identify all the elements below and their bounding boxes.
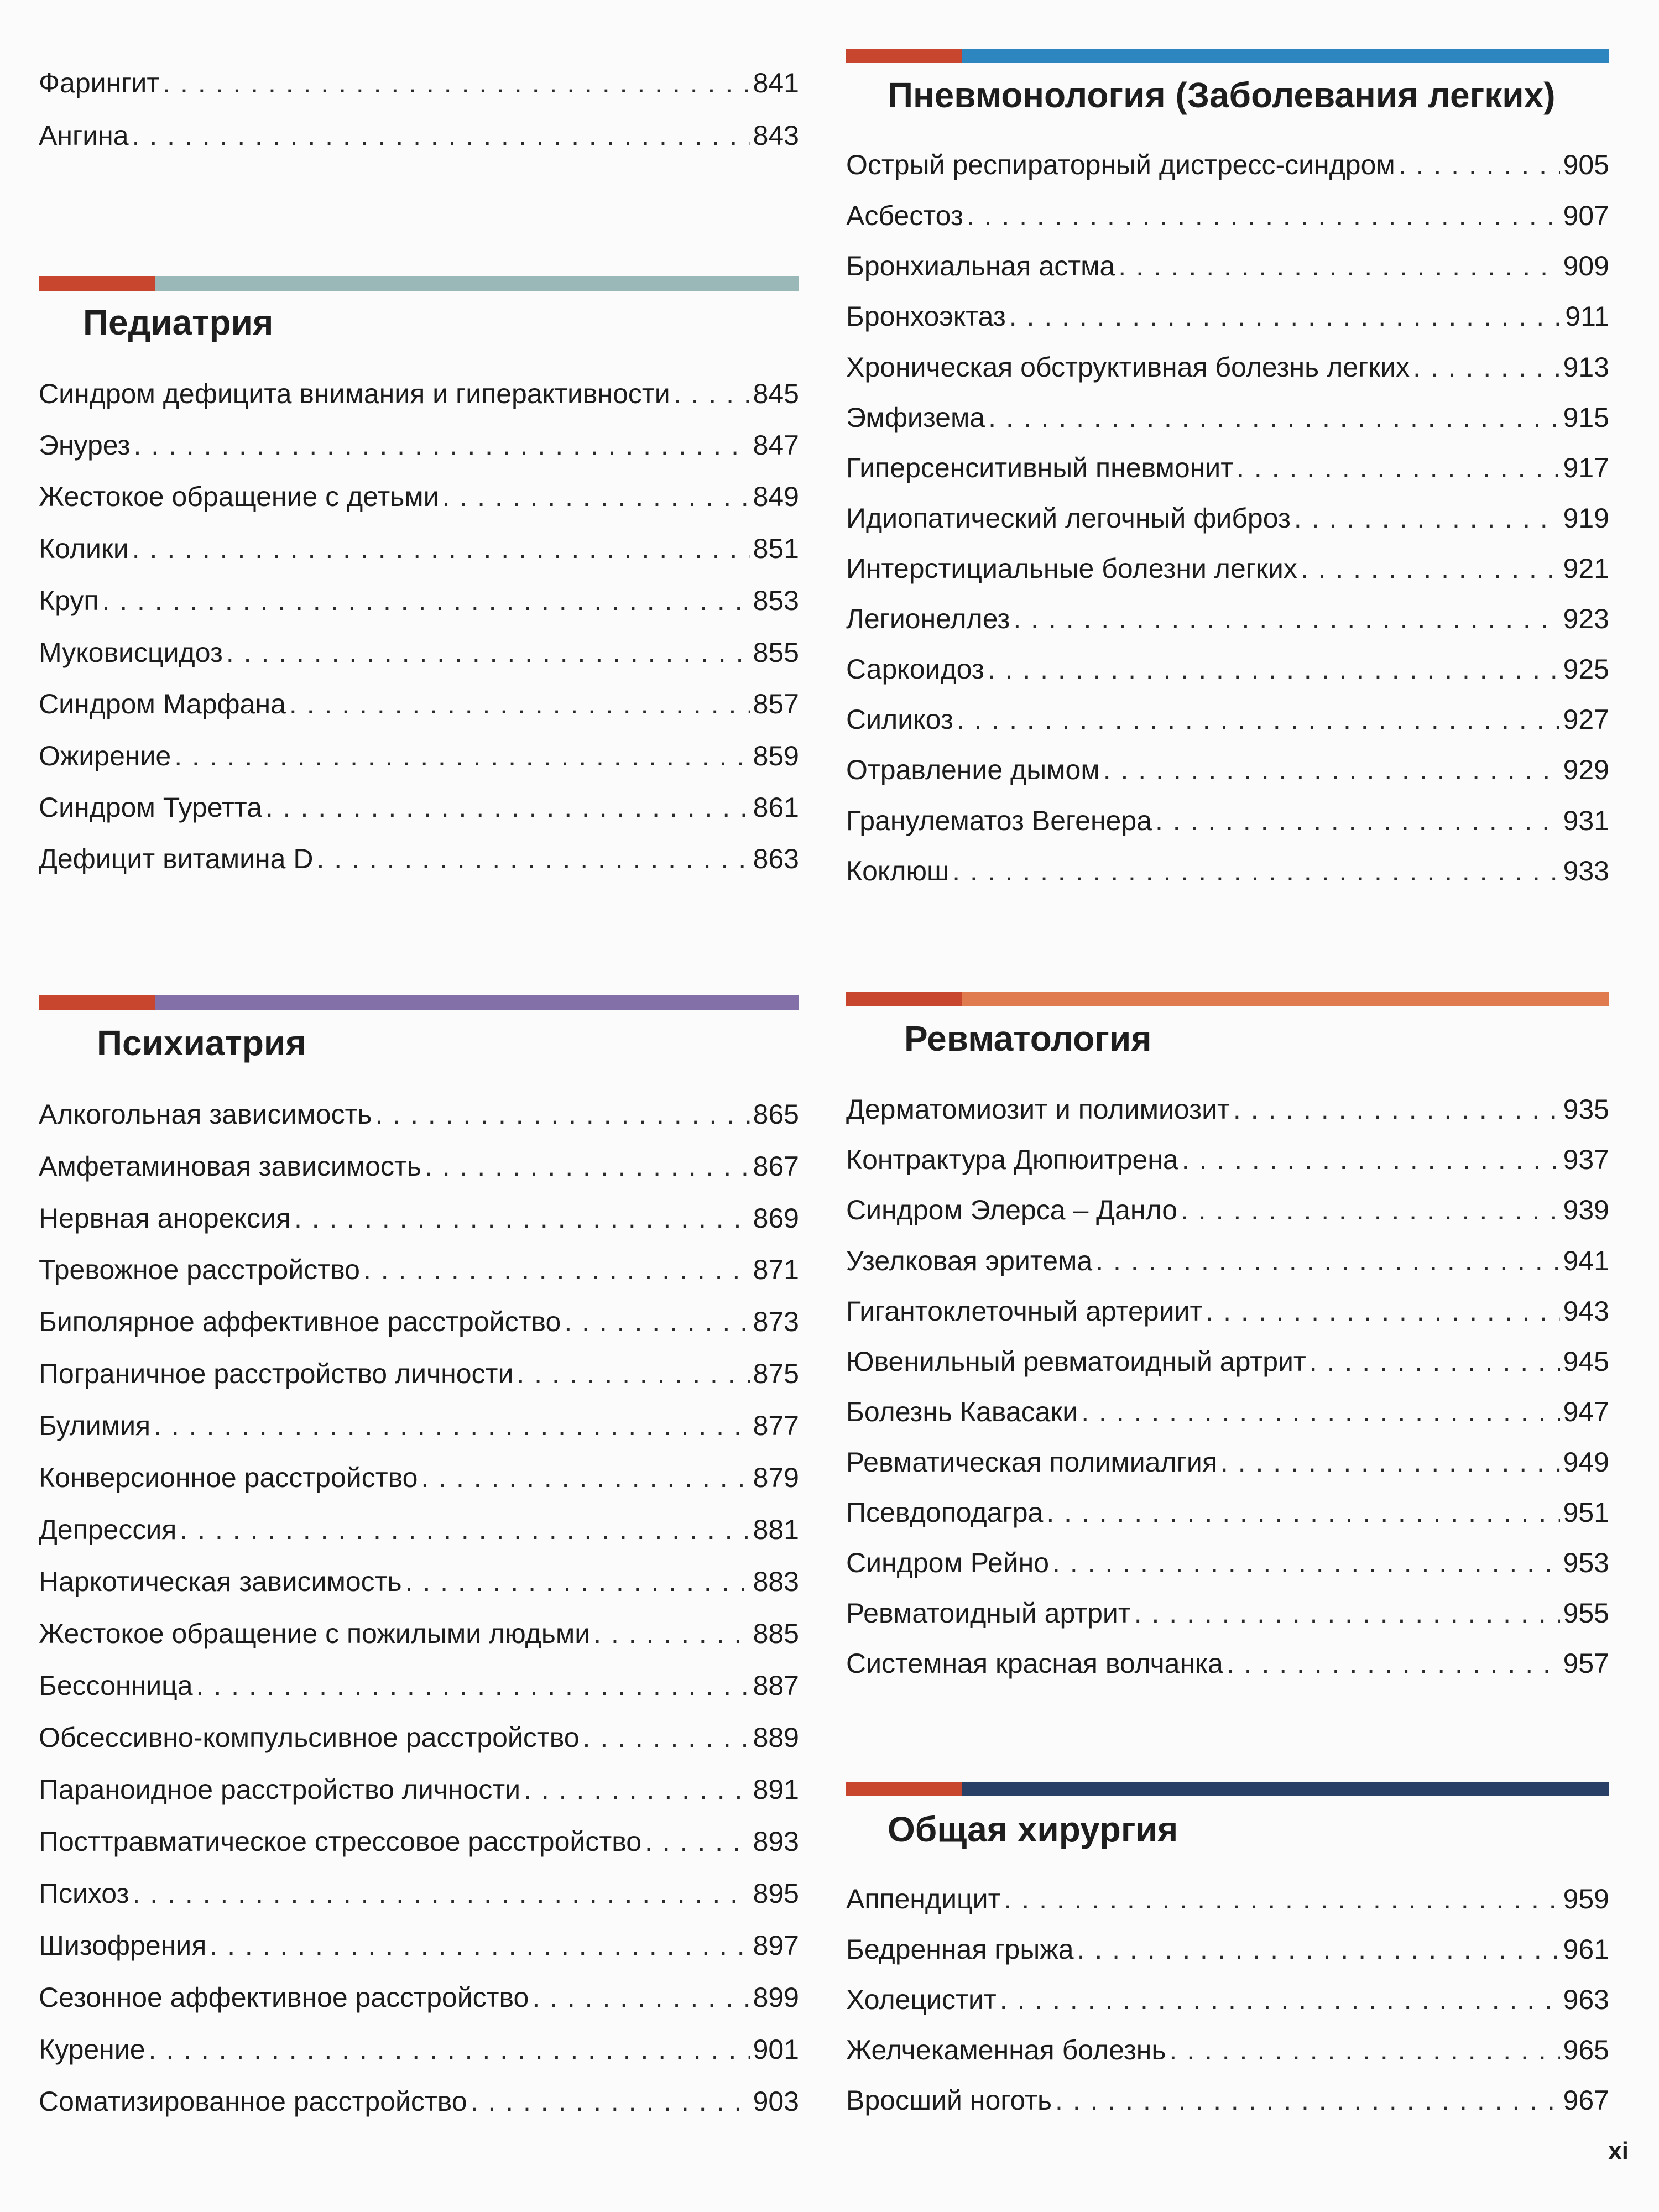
section-heading: Психиатрия [97,1023,306,1063]
toc-entry[interactable] [846,854,1609,888]
toc-entry[interactable] [846,703,1609,736]
entry-title: Бронхиальная астма [846,251,1115,281]
dot-leader [294,1202,750,1235]
entry-page: 921 [1563,553,1609,584]
dot-leader [210,1929,749,1962]
entry-title: Шизофрения [39,1930,207,1961]
section-bar [39,276,799,291]
entry-page: 929 [1563,754,1609,785]
toc-entry[interactable] [39,1617,799,1650]
toc-entry[interactable] [39,1981,799,2014]
entry-title: Ожирение [39,740,171,771]
dot-leader [163,66,749,100]
entry-page: 923 [1563,603,1609,634]
dot-leader [1220,1446,1560,1479]
entry-title: Пограничное расстройство личности [39,1358,514,1389]
entry-page: 895 [753,1878,799,1909]
entry-page: 939 [1563,1194,1609,1225]
section-heading: Педиатрия [83,302,274,342]
dot-leader [265,791,750,824]
dot-leader [1055,2084,1560,2117]
dot-leader [133,429,749,462]
toc-entry[interactable] [39,1929,799,1962]
entry-page: 951 [1563,1497,1609,1528]
entry-title: Дефицит витамина D [39,843,314,874]
entry-title: Острый респираторный дистресс-синдром [846,149,1395,180]
toc-entry[interactable] [39,1825,799,1858]
entry-title: Тревожное расстройство [39,1254,360,1285]
entry-title: Саркоидоз [846,654,984,685]
dot-leader [967,199,1560,232]
entry-title: Силикоз [846,704,953,735]
entry-page: 905 [1563,149,1609,180]
toc-entry[interactable] [39,1150,799,1183]
entry-title: Алкогольная зависимость [39,1099,372,1130]
toc-entry[interactable] [846,1933,1609,1966]
entry-title: Биполярное аффективное расстройство [39,1306,561,1337]
toc-entry[interactable] [39,1202,799,1235]
toc-entry[interactable] [846,653,1609,686]
entry-title: Ревматическая полимиалгия [846,1447,1217,1478]
entry-title: Жестокое обращение с пожилыми людьми [39,1618,591,1649]
toc-entry[interactable] [846,1597,1609,1630]
dot-leader [1046,1496,1559,1529]
dot-leader [593,1617,749,1650]
entry-page: 911 [1565,301,1609,332]
dot-leader [102,584,749,617]
entry-page: 847 [753,430,799,461]
dot-leader [180,1513,749,1546]
section-bar-accent [39,995,155,1010]
entry-title: Муковисцидоз [39,637,223,668]
entry-page: 913 [1563,352,1609,383]
entry-page: 943 [1563,1296,1609,1327]
toc-entry[interactable] [846,1546,1609,1579]
toc-entry[interactable] [39,636,799,669]
entry-title: Бронхоэктаз [846,301,1006,332]
entry-page: 927 [1563,704,1609,735]
entry-title: Бедренная грыжа [846,1934,1074,1965]
section-bar-accent [846,49,962,63]
dot-leader [1206,1295,1559,1328]
dot-leader [1181,1193,1560,1227]
toc-entry[interactable] [39,1877,799,1910]
entry-title: Псевдоподагра [846,1497,1044,1528]
toc-entry[interactable] [39,2033,799,2066]
dot-leader [421,1461,749,1494]
toc-entry[interactable] [39,739,799,773]
dot-leader [957,703,1560,736]
entry-title: Синдром Туретта [39,792,262,823]
toc-entry[interactable] [39,1669,799,1702]
entry-title: Ревматоидный артрит [846,1598,1131,1629]
toc-entry[interactable] [846,1496,1609,1529]
entry-title: Гранулематоз Вегенера [846,805,1152,836]
entry-title: Болезнь Кавасаки [846,1396,1078,1427]
section-bar-accent [846,992,962,1006]
dot-leader [1413,351,1559,384]
entry-page: 851 [753,533,799,564]
section-heading: Ревматология [904,1019,1152,1058]
toc-entry[interactable] [846,199,1609,232]
toc-entry[interactable] [846,2084,1609,2117]
dot-leader [524,1773,749,1806]
toc-entry[interactable] [39,66,799,100]
entry-title: Коклюш [846,855,950,886]
dot-leader [363,1253,750,1286]
dot-leader [645,1825,750,1858]
entry-title: Вросший ноготь [846,2085,1052,2116]
toc-entry[interactable] [39,687,799,721]
entry-title: Курение [39,2034,145,2065]
section-bar-fill [962,1782,1609,1796]
dot-leader [471,2085,750,2118]
entry-title: Конверсионное расстройство [39,1462,418,1493]
entry-title: Амфетаминовая зависимость [39,1151,421,1182]
entry-title: Легионеллез [846,603,1010,634]
entry-page: 867 [753,1151,799,1182]
dot-leader [1399,148,1560,181]
toc-entry[interactable] [846,552,1609,585]
toc-entry[interactable] [846,804,1609,837]
entry-page: 949 [1563,1447,1609,1478]
entry-title: Сезонное аффективное расстройство [39,1982,529,2013]
toc-entry[interactable] [39,2085,799,2118]
dot-leader [405,1565,750,1598]
dot-leader [1013,602,1559,635]
toc-entry[interactable] [39,791,799,824]
dot-leader [316,842,749,875]
entry-page: 849 [753,481,799,512]
entry-title: Системная красная волчанка [846,1648,1223,1679]
toc-entry[interactable] [846,1193,1609,1227]
entry-page: 935 [1563,1094,1609,1125]
entry-page: 941 [1563,1245,1609,1276]
entry-page: 853 [753,585,799,616]
section-bar [846,992,1609,1006]
entry-page: 963 [1563,1984,1609,2015]
toc-entry[interactable] [846,451,1609,484]
entry-title: Колики [39,533,129,564]
toc-entry[interactable] [846,2033,1609,2067]
toc-entry[interactable] [39,842,799,875]
section-bar [846,1782,1609,1796]
section-bar-accent [39,276,155,291]
dot-leader [132,119,750,152]
toc-entry[interactable] [846,1093,1609,1126]
dot-leader [988,653,1560,686]
toc-entry[interactable] [846,1446,1609,1479]
dot-leader [1169,2033,1559,2067]
section-heading: Общая хирургия [888,1809,1178,1849]
dot-leader [674,377,750,410]
dot-leader [442,480,750,513]
entry-title: Асбестоз [846,200,963,231]
toc-entry[interactable] [846,1244,1609,1277]
toc-entry[interactable] [39,1721,799,1754]
toc-entry[interactable] [846,1345,1609,1378]
entry-title: Дерматомиозит и полимиозит [846,1094,1230,1125]
dot-leader [1000,1983,1560,2016]
dot-leader [988,401,1559,434]
entry-page: 865 [753,1099,799,1130]
section-bar-fill [155,995,799,1010]
dot-leader [1004,1882,1560,1916]
dot-leader [132,532,750,565]
entry-page: 915 [1563,402,1609,433]
entry-page: 909 [1563,251,1609,281]
toc-entry[interactable] [39,1773,799,1806]
section-bar-fill [962,992,1609,1006]
toc-entry[interactable] [39,1253,799,1286]
section-bar-fill [155,276,799,291]
entry-title: Ювенильный ревматоидный артрит [846,1346,1306,1377]
entry-page: 879 [753,1462,799,1493]
entry-page: 875 [753,1358,799,1389]
entry-page: 919 [1563,503,1609,534]
entry-page: 933 [1563,855,1609,886]
entry-page: 957 [1563,1648,1609,1679]
toc-entry[interactable] [39,377,799,410]
toc-entry[interactable] [39,429,799,462]
toc-entry[interactable] [39,1565,799,1598]
toc-entry[interactable] [39,584,799,617]
toc-entry[interactable] [39,1305,799,1338]
dot-leader [532,1981,749,2014]
dot-leader [1052,1546,1560,1579]
dot-leader [1182,1143,1560,1176]
dot-leader [132,1877,749,1910]
toc-entry[interactable] [846,1295,1609,1328]
entry-title: Узелковая эритема [846,1245,1093,1276]
section-bar [846,49,1609,63]
entry-page: 917 [1563,452,1609,483]
entry-page: 901 [753,2034,799,2065]
entry-title: Нервная анорексия [39,1203,291,1234]
entry-title: Посттравматическое стрессовое расстройство [39,1826,642,1857]
toc-entry[interactable] [846,753,1609,786]
toc-entry[interactable] [846,1882,1609,1916]
toc-entry[interactable] [846,602,1609,635]
entry-page: 877 [753,1410,799,1441]
entry-page: 959 [1563,1884,1609,1914]
toc-entry[interactable] [846,1647,1609,1680]
entry-page: 883 [753,1566,799,1597]
entry-page: 885 [753,1618,799,1649]
toc-entry[interactable] [39,1098,799,1131]
entry-page: 859 [753,740,799,771]
dot-leader [583,1721,750,1754]
entry-title: Синдром Рейно [846,1547,1050,1578]
entry-title: Жестокое обращение с детьми [39,481,439,512]
entry-title: Психоз [39,1878,129,1909]
entry-title: Соматизированное расстройство [39,2086,467,2117]
entry-page: 925 [1563,654,1609,685]
entry-page: 945 [1563,1346,1609,1377]
entry-title: Гиперсенситивный пневмонит [846,452,1234,483]
dot-leader [1294,502,1560,535]
toc-entry[interactable] [846,300,1609,333]
entry-title: Гигантоклеточный артериит [846,1296,1203,1327]
section-bar [39,995,799,1010]
toc-entry[interactable] [39,1357,799,1390]
dot-leader [375,1098,750,1131]
entry-page: 961 [1563,1934,1609,1965]
entry-page: 967 [1563,2085,1609,2116]
dot-leader [1227,1647,1560,1680]
entry-page: 873 [753,1306,799,1337]
entry-page: 947 [1563,1396,1609,1427]
toc-entry[interactable] [846,1395,1609,1428]
dot-leader [1077,1933,1560,1966]
entry-title: Отравление дымом [846,754,1100,785]
entry-page: 861 [753,792,799,823]
toc-entry[interactable] [39,1461,799,1494]
toc-entry[interactable] [846,148,1609,181]
toc-entry[interactable] [39,1409,799,1442]
entry-title: Синдром Марфана [39,688,286,719]
dot-leader [196,1669,750,1702]
entry-page: 857 [753,688,799,719]
entry-title: Параноидное расстройство личности [39,1774,521,1805]
section-bar-accent [846,1782,962,1796]
entry-page: 863 [753,843,799,874]
section-heading: Пневмонология (Заболевания легких) [888,75,1556,115]
section-bar-fill [962,49,1609,63]
dot-leader [1310,1345,1560,1378]
dot-leader [149,2033,750,2066]
entry-title: Идиопатический легочный фиброз [846,503,1291,534]
entry-page: 893 [753,1826,799,1857]
entry-page: 937 [1563,1144,1609,1175]
toc-entry[interactable] [39,532,799,565]
entry-title: Энурез [39,430,131,461]
toc-entry[interactable] [846,351,1609,384]
entry-title: Контрактура Дюпюитрена [846,1144,1178,1175]
toc-entry[interactable] [846,502,1609,535]
entry-page: 845 [753,378,799,409]
entry-title: Аппендицит [846,1884,1001,1914]
dot-leader [425,1150,750,1183]
dot-leader [1103,753,1560,786]
entry-page: 889 [753,1722,799,1753]
dot-leader [564,1305,749,1338]
entry-title: Желчекаменная болезнь [846,2034,1166,2065]
dot-leader [1301,552,1560,585]
entry-title: Синдром Элерса – Данло [846,1194,1177,1225]
entry-title: Фарингит [39,67,160,98]
toc-entry[interactable] [846,401,1609,434]
dot-leader [1233,1093,1560,1126]
entry-page: 869 [753,1203,799,1234]
entry-title: Круп [39,585,99,616]
dot-leader [1155,804,1560,837]
entry-page: 855 [753,637,799,668]
entry-page: 899 [753,1982,799,2013]
entry-page: 841 [753,67,799,98]
entry-page: 871 [753,1254,799,1285]
dot-leader [1095,1244,1559,1277]
dot-leader [517,1357,749,1390]
page-number: xi [1608,2137,1629,2164]
entry-page: 887 [753,1670,799,1701]
toc-entry[interactable] [39,119,799,152]
toc-entry[interactable] [846,1983,1609,2016]
entry-title: Наркотическая зависимость [39,1566,402,1597]
entry-page: 953 [1563,1547,1609,1578]
entry-page: 881 [753,1514,799,1545]
entry-title: Синдром дефицита внимания и гиперактивности [39,378,670,409]
entry-page: 907 [1563,200,1609,231]
entry-page: 955 [1563,1598,1609,1629]
entry-title: Ангина [39,120,129,151]
entry-title: Депрессия [39,1514,177,1545]
dot-leader [226,636,750,669]
entry-title: Хроническая обструктивная болезнь легких [846,352,1410,383]
entry-title: Эмфизема [846,402,985,433]
dot-leader [1081,1395,1559,1428]
toc-entry[interactable] [39,1513,799,1546]
entry-title: Холецистит [846,1984,997,2015]
dot-leader [154,1409,749,1442]
entry-title: Булимия [39,1410,151,1441]
entry-page: 891 [753,1774,799,1805]
entry-title: Интерстициальные болезни легких [846,553,1297,584]
dot-leader [1118,249,1559,283]
dot-leader [952,854,1559,888]
dot-leader [1237,451,1559,484]
entry-title: Бессонница [39,1670,193,1701]
entry-page: 843 [753,120,799,151]
dot-leader [1134,1597,1560,1630]
dot-leader [174,739,749,773]
entry-page: 903 [753,2086,799,2117]
entry-title: Обсессивно-компульсивное расстройство [39,1722,580,1753]
toc-entry[interactable] [39,480,799,513]
dot-leader [289,687,750,721]
toc-entry[interactable] [846,1143,1609,1176]
entry-page: 965 [1563,2034,1609,2065]
entry-page: 931 [1563,805,1609,836]
toc-entry[interactable] [846,249,1609,283]
entry-page: 897 [753,1930,799,1961]
dot-leader [1009,300,1562,333]
